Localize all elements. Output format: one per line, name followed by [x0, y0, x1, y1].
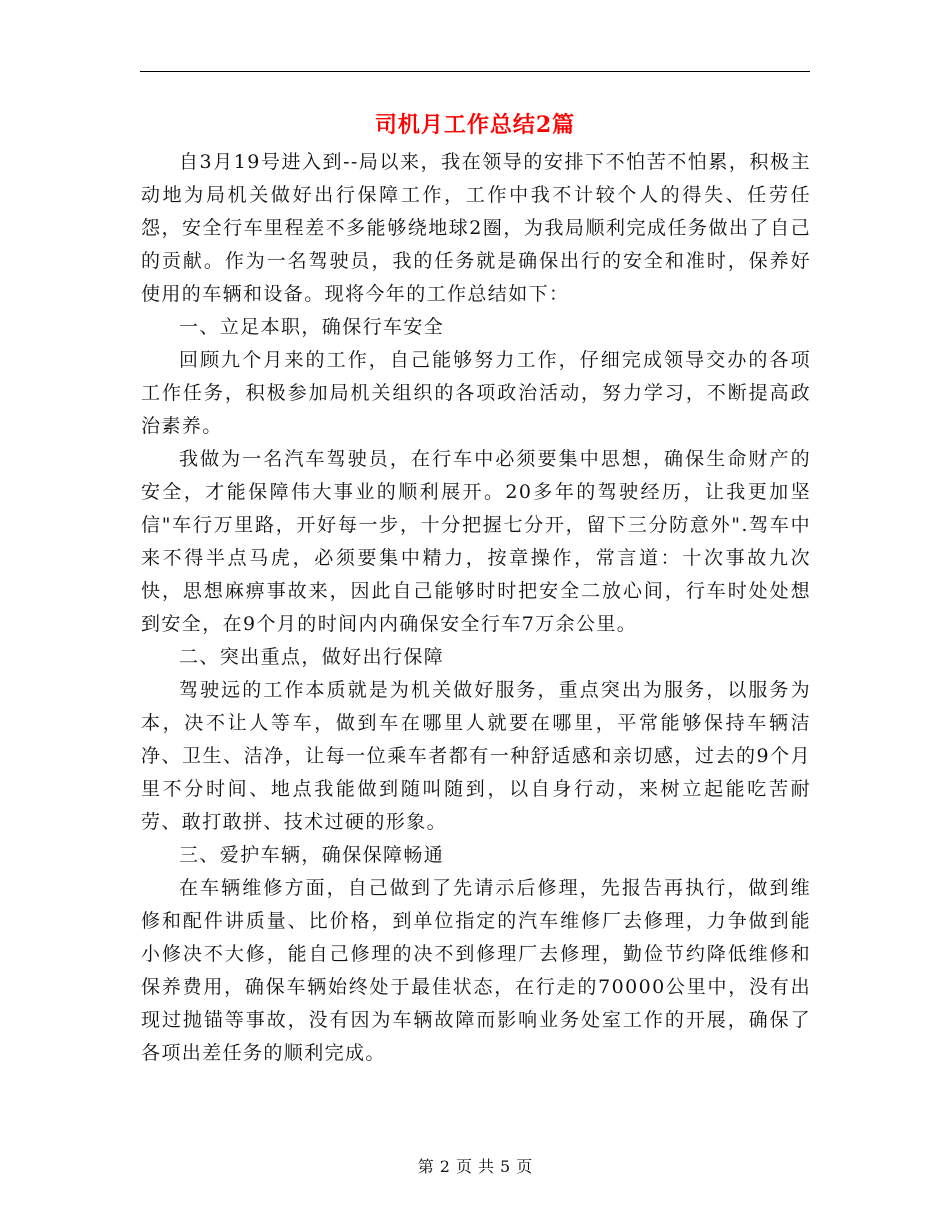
paragraph-intro: 自3月19号进入到--局以来，我在领导的安排下不怕苦不怕累，积极主动地为局机关做好出行保障工作，工作中我不计较个人的得失、任劳任怨，安全行车里程差不多能够绕地球2圈，为我局顺利完成任务做出了自己的贡献。作为一名驾驶员，我的任务就是确保出行的安全和准时，保养好使用的车辆和设备。现将今年的工作总结如下： [141, 151, 811, 305]
paragraph-safety: 我做为一名汽车驾驶员，在行车中必须要集中思想，确保生命财产的安全，才能保障伟大事业的顺利展开。20多年的驾驶经历，让我更加坚信"车行万里路，开好每一步，十分把握七分开，留下三分防意外".驾车中来不得半点马虎，必须要集中精力，按章操作，常言道：十次事故九次快，思想麻痹事故来，因此自己能够时时把安全二放心间，行车时处处想到安全，在9个月的时间内内确保安全行车7万余公里。 [141, 448, 811, 635]
footer-page-label: 页 [455, 1157, 472, 1176]
footer-prefix: 第 [417, 1157, 434, 1176]
footer-suffix: 页 [516, 1157, 533, 1176]
page-footer [140, 1155, 810, 1179]
footer-total-pages: 5 [500, 1157, 511, 1176]
section-heading-2: 二、突出重点，做好出行保障 [179, 646, 445, 668]
section-heading-1: 一、立足本职，确保行车安全 [179, 316, 445, 338]
footer-current-page: 2 [439, 1157, 450, 1176]
paragraph-maintenance: 在车辆维修方面，自己做到了先请示后修理，先报告再执行，做到维修和配件讲质量、比价格，到单位指定的汽车维修厂去修理，力争做到能小修决不大修，能自己修理的决不到修理厂去修理，勤俭节约降低维修和保养费用，确保车辆始终处于最佳状态，在行走的70000公里中，没有出现过抛锚等事故，没有因为车辆故障而影响业务处室工作的开展，确保了各项出差任务的顺利完成。 [141, 877, 811, 1064]
document-body [141, 146, 811, 1070]
header-rule [140, 71, 810, 72]
footer-total-label: 共 [478, 1157, 495, 1176]
paragraph-review: 回顾九个月来的工作，自己能够努力工作，仔细完成领导交办的各项工作任务，积极参加局机关组织的各项政治活动，努力学习，不断提高政治素养。 [141, 349, 811, 437]
document-title: 司机月工作总结2篇 [374, 112, 576, 138]
paragraph-service: 驾驶远的工作本质就是为机关做好服务，重点突出为服务，以服务为本，决不让人等车，做到车在哪里人就要在哪里，平常能够保持车辆洁净、卫生、洁净，让每一位乘车者都有一种舒适感和亲切感，过去的9个月里不分时间、地点我能做到随叫随到，以自身行动，来树立起能吃苦耐劳、敢打敢拼、技术过硬的形象。 [141, 679, 811, 833]
section-heading-3: 三、爱护车辆，确保保障畅通 [179, 844, 445, 866]
